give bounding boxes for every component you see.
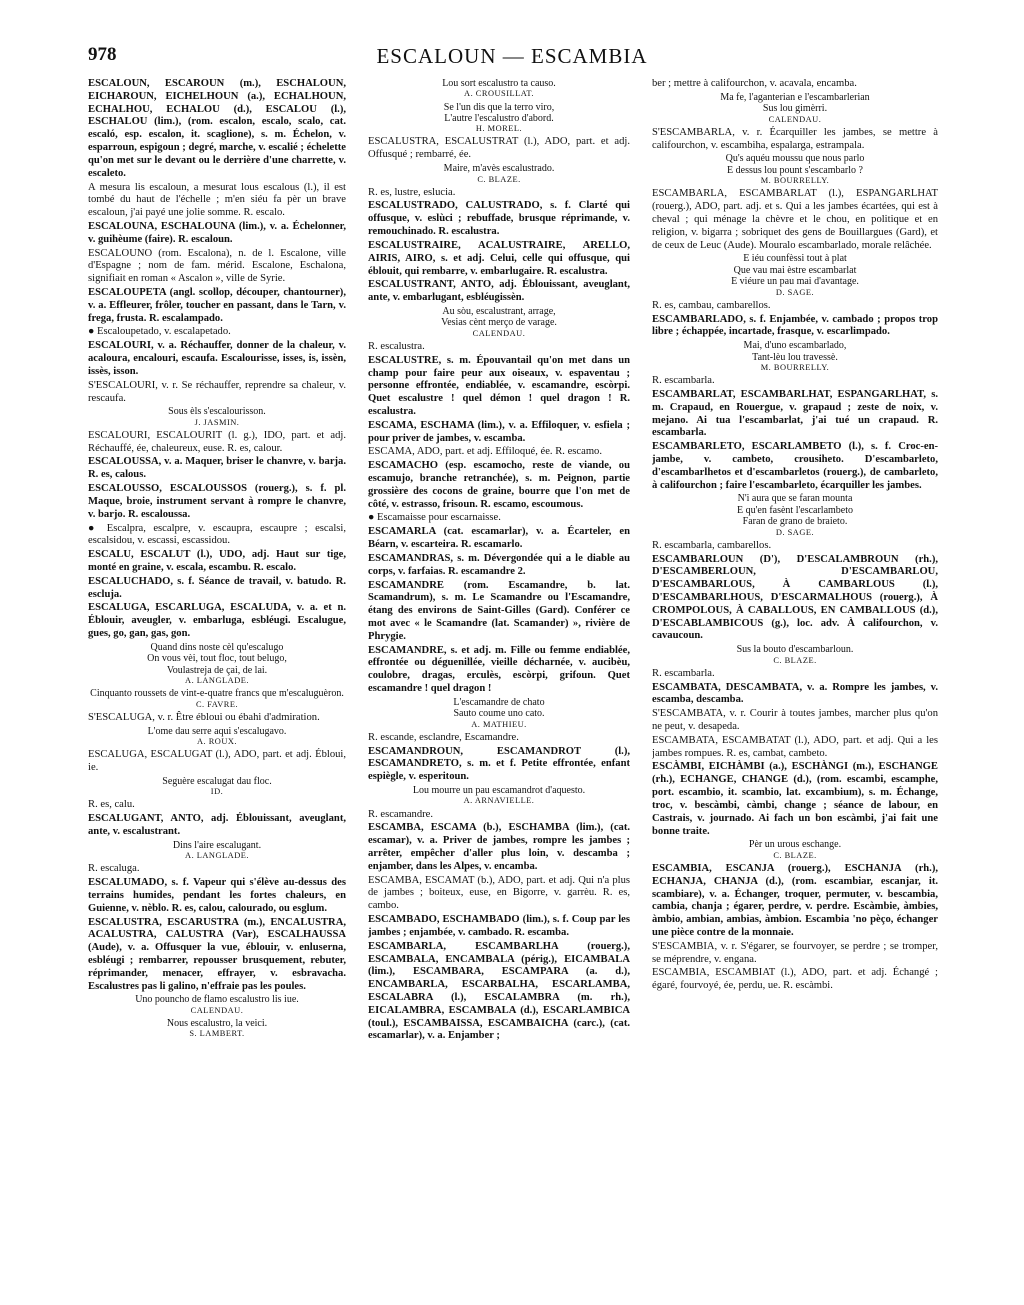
entry: ESCÀMBI, EICHÀMBI (a.), ESCHÀNGI (m.), ESCHANGE (rh.), ECHANGE, CHANGE (d.), (rom. escambi, escamphe, port. escambio, it. scambio, lat. excambium), s. m. Échange, troc, v. bescàmbi, càmbi, change ; séance de labour, en Castrais, v. journado. Ai fach un bon escàmbi, j'ai fait une bonne traite. <box>652 761 938 837</box>
paragraph: S'ESCAMBIA, v. r. S'égarer, se fourvoyer, se perdre ; se tromper, se méprendre, v. engana. <box>652 940 938 965</box>
entry: ESCALOUNA, ESCHALOUNA (lim.), v. a. Échelonner, v. guihèume (faire). R. escaloun. <box>88 220 346 245</box>
paragraph: ● Escamaisse pour escarnaisse. <box>368 512 501 524</box>
entry: ESCALU, ESCALUT (l.), UDO, adj. Haut sur tige, monté en graine, v. escala, escambu. R. escalo. <box>88 549 346 573</box>
entry: ESCAMBA, ESCAMA (b.), ESCHAMBA (lim.), (cat. escamar), v. a. Priver de jambes, rompre les jambes ; arrêter, empêcher d'aller plus loin, v. descamba ; enjamber, dans les Alpes, v. encamba. <box>368 822 630 872</box>
entry: ESCAMACHO (esp. escamocho, reste de viande, ou escamujo, branche retranchée), s. m. Peignon, partie grossière des cocons de graine, bourre que l'on met de côté, v. estrasso, frisoun. R. escamo, escoumous. <box>368 460 630 510</box>
attribution: CALENDAU. <box>768 114 822 124</box>
quotation-verse: Sus la bouto d'escambarloun. <box>736 644 854 656</box>
column-2 <box>368 78 630 1285</box>
entry: ESCAMARLA (cat. escamarlar), v. a. Écarteler, en Béarn, v. escarteira. R. escamarlo. <box>368 526 630 551</box>
entry: ESCAMANDRE (rom. Escamandre, b. lat. Scamandrum), s. m. Le Scamandre ou l'Escamandre, étang des environs de Saint-Gilles (Gard). Conférer ce mot avec « le Scamandre (lat. Scamander) », rivière de Phrygie. <box>368 579 630 642</box>
paragraph: R. escambarla, cambarellos. <box>652 539 772 551</box>
paragraph: ● Escaloupetado, v. escalapetado. <box>88 326 231 338</box>
page-number: 978 <box>88 44 117 65</box>
attribution: ID. <box>210 787 224 797</box>
quotation-verse: Pèr un urous eschange. <box>748 839 842 851</box>
entry: ESCALOUN, ESCAROUN (m.), ESCHALOUN, EICHAROUN, EICHELHOUN (a.), ECHALHOUN, ECHALHOU, ECHALOU (d.), ESCALOU (l.), ESCHALOU (lim.), (rom. escalon, escalo, scalo, cat. escaló, esp. escalon, it. scaglione), s. m. Échelon, v. esparroun, espigoun ; degré, marche, v. escalié ; échelette qu'on met sur le devant ou le derrière d'une charrette, v. escaleto. <box>88 78 346 179</box>
entry: ESCALUSTRADO, CALUSTRADO, s. f. Clarté qui offusque, v. eslùci ; rebuffade, brusque réprimande, v. remouchinado. R. escalustra. <box>368 200 630 238</box>
attribution: CALENDAU. <box>472 328 526 338</box>
quotation-verse: Ma fe, l'aganterian e l'escambarlerian <box>720 91 870 103</box>
entry: ESCAMBARLETO, ESCARLAMBETO (l.), s. f. Croc-en-jambe, v. cambeto, crousiheto. D'escambarleto, d'escambarlhetos et d'escambarletos (rouerg.), de cambarleto, à califourchon ; faire l'escambarleto, écarquiller les jambes. <box>652 441 938 491</box>
paragraph: ESCALOUNO (rom. Escalona), n. de l. Escalone, ville d'Espagne ; nom de fam. mérid. Escalone, Eschalona, signifiait en roman « Ascalon », ville de Syrie. <box>88 247 346 285</box>
paragraph: R. escambarla. <box>652 667 715 679</box>
column-3 <box>652 78 938 1285</box>
paragraph: ESCAMBARLA, ESCAMBARLAT (l.), ESPANGARLHAT (rouerg.), ADO, part. adj. et s. Qui a les jambes écartées, qui est à cheval ; qui ménage la chèvre et le chou, en politique et en religion, v. bigarra ; sobriquet des gens de Bouillargues (Gard), et de ceux de Leuc (Aude). Mouralo escambarlado, morale relâchée. <box>652 188 938 251</box>
attribution: A. LANGLADE. <box>185 851 249 861</box>
quotation-verse: Sauto coume uno cato. <box>453 708 545 720</box>
quotation-verse: Qu's aquéu moussu que nous parlo <box>725 153 865 165</box>
paragraph: ● Escalpra, escalpre, v. escaupra, escaupre ; escalsi, escalsidou, v. escassi, escassidou. <box>88 522 346 547</box>
entry: ESCALUSTRAIRE, ACALUSTRAIRE, ARELLO, AIRIS, AIRO, s. et adj. Celui, celle qui offusque, qui éblouit, qui rembarre, v. embarlugaire. R. escalustra. <box>368 239 630 277</box>
page-header <box>88 44 936 74</box>
quotation-verse: N'i aura que se faran mounta <box>737 493 853 505</box>
quotation-verse: Dins l'aire escalugant. <box>172 839 262 851</box>
entry: ESCAMANDRAS, s. m. Dévergondée qui a le diable au corps, v. farfaias. R. escamandre 2. <box>368 552 630 577</box>
paragraph: S'ESCALOURI, v. r. Se réchauffer, reprendre sa chaleur, v. rescaufa. <box>88 379 346 404</box>
paragraph: ESCALUGA, ESCALUGAT (l.), ADO, part. et adj. Ébloui, ie. <box>88 749 346 773</box>
column-1 <box>88 78 346 1285</box>
attribution: C. BLAZE. <box>773 850 817 860</box>
attribution: C. BLAZE. <box>477 174 521 184</box>
quotation-verse: L'autre l'escalustro d'abord. <box>444 112 554 124</box>
entry: ESCALOURI, v. a. Réchauffer, donner de la chaleur, v. acaloura, encalouri, escaufa. Escalourisse, isses, is, issèn, issès, isson. <box>88 340 346 377</box>
paragraph: S'ESCAMBARLA, v. r. Écarquiller les jambes, se mettre à califourchon, v. escambiha, espalarga, estrampala. <box>652 126 938 151</box>
entry: ESCALUSTRE, s. m. Épouvantail qu'on met dans un champ pour faire peur aux oiseaux, v. espaventau ; personne effrontée, endiablée, v. escamandre, escòrpi. Quet escalustre ! quel démon ! quel dragon ! R. escalustra. <box>368 354 630 417</box>
paragraph: A mesura lis escaloun, a mesurat lous escalous (l.), il est tombé du haut de l'échelle ; m'en siéu fa pèr un brave escaloun, j'ai payé une jolie somme. R. escalo. <box>88 181 346 219</box>
paragraph: R. es, cambau, cambarellos. <box>652 299 771 311</box>
paragraph: ber ; mettre à califourchon, v. acavala, encamba. <box>652 78 857 89</box>
quotation-verse: L'ome dau serre aqui s'escalugavo. <box>147 725 287 737</box>
attribution: A. CROUSILLAT. <box>464 89 534 99</box>
quotation-verse: Sus lou gimèrri. <box>762 103 828 115</box>
paragraph: S'ESCAMBATA, v. r. Courir à toutes jambes, marcher plus qu'on ne peut, v. desapeda. <box>652 708 938 733</box>
paragraph: ESCALOURI, ESCALOURIT (l. g.), IDO, part. et adj. Réchauffé, ée, chaleureux, euse. R. es, calour. <box>88 429 346 454</box>
attribution: C. FAVRE. <box>195 699 239 709</box>
quotation-verse: Lou mourre un pau escamandrot d'aquesto. <box>412 785 586 797</box>
entry: ESCAMANDROUN, ESCAMANDROT (l.), ESCAMANDRETO, s. m. et f. Petite effrontée, enfant espiègle, v. esperitoun. <box>368 745 630 783</box>
quotation-verse: Seguère escalugat dau floc. <box>162 775 272 787</box>
attribution: A. MATHIEU. <box>471 719 527 729</box>
quotation-verse: Uno pouncho de flamo escalustro lis iue. <box>135 994 299 1006</box>
entry: ESCALUMADO, s. f. Vapeur qui s'élève au-dessus des terrains humides, pendant les fortes chaleurs, en Guienne, v. nèblo. R. es, calou, calourado, ou esglum. <box>88 877 346 914</box>
attribution: S. LAMBERT. <box>189 1029 245 1039</box>
quotation-verse: Lou sort escalustro ta causo. <box>442 78 556 89</box>
entry: ESCALOUSSO, ESCALOUSSOS (rouerg.), s. f. pl. Maque, broie, instrument servant à rompre le chanvre, v. barjo. R. escaloussa. <box>88 483 346 520</box>
paragraph: R. escamandre. <box>368 808 434 820</box>
entry: ESCAMBARLA, ESCAMBARLHA (rouerg.), ESCAMBALA, ENCAMBALA (périg.), EICAMBALA (lim.), ESCAMBARA, ESCAMPARA (a. d.), ENCAMBARLA, ESCARBALHA, ESCARLAMBA, ESCALABRA (l.), ESCALAMBRA (m. rh.), EICALAMBRA, ESCAMBALA (d.), ESCARLAMBICA (toul.), ESCAMBAISSA, ESCAMBAICHA (carc.), (cat. escamarlar), v. a. Enjamber ; <box>368 940 630 1042</box>
paragraph: ESCAMA, ADO, part. et adj. Effiloqué, ée. R. escamo. <box>368 446 602 458</box>
attribution: J. JASMIN. <box>194 417 240 427</box>
paragraph: ESCALUSTRA, ESCALUSTRAT (l.), ADO, part. et adj. Offusqué ; rembarré, ée. <box>368 136 630 161</box>
quotation-verse: Mai, d'uno escambarlado, <box>743 340 847 352</box>
paragraph: ESCAMBA, ESCAMAT (b.), ADO, part. et adj. Qui n'a plus de jambes ; boiteux, euse, en Bigorre, v. garrèu. R. es, cambo. <box>368 874 630 912</box>
entry: ESCAMBARLOUN (D'), D'ESCALAMBROUN (rh.), D'ESCAMBERLOUN, D'ESCAMBARLOU, D'ESCAMBARLOUS, À CAMBARLOUS (l.), D'ESCAMBARLHOUS, D'ESCARMALHOUS (rouerg.), À CROMPOLOUS, À CABALLOUS, EN CAMBALLOUS (d.), D'ESCABLAMBICOUS (g.), loc. adv. À califourchon, v. cavaucoun. <box>652 553 938 642</box>
quotation-verse: E dessus lou pount s'escambarlo ? <box>727 164 863 176</box>
quotation-verse: Se l'un dis que la terro viro, <box>443 101 555 113</box>
entry: ESCAMANDRE, s. et adj. m. Fille ou femme endiablée, effrontée ou déguenillée, vieille décharnée, v. aucibèu, coulobre, dragas, erculès, escòrpi, grifoun. Quet escamandre ! quel dragon ! <box>368 644 630 695</box>
quotation-verse: Cinquanto roussets de vint-e-quatre francs que m'escaluguèron. <box>90 688 344 700</box>
entry: ESCAMBARLAT, ESCAMBARLHAT, ESPANGARLHAT, s. m. Crapaud, en Rouergue, v. grapaud ; zeste de noix, v. mejano. Ai tua l'escambarlat, j'ai tué un crapaud. R. escambarla. <box>652 388 938 439</box>
quotation-verse: E qu'en fasènt l'escarlambeto <box>736 504 854 516</box>
entry: ESCALOUPETA (angl. scollop, découper, chantourner), v. a. Effleurer, frôler, toucher en passant, dans le Tarn, v. frega, frusta. R. escalampado. <box>88 287 346 324</box>
quotation-verse: L'escamandre de chato <box>453 696 545 708</box>
paragraph: R. escambarla. <box>652 375 715 387</box>
attribution: C. BLAZE. <box>773 655 817 665</box>
attribution: H. MOREL. <box>475 124 523 134</box>
paragraph: R. escaluga. <box>88 863 140 875</box>
quotation-verse: Nous escalustro, la veici. <box>166 1017 268 1029</box>
quotation-verse: Faran de grano de braieto. <box>742 516 848 528</box>
attribution: M. BOURRELLY. <box>760 362 830 372</box>
entry: ESCALUSTRA, ESCARUSTRA (m.), ENCALUSTRA, ACALUSTRA, CALUSTRA (Var), ESCALHAUSSA (Aude), v. a. Offusquer la vue, éblouir, v. enluserna, esbléugi ; rembarrer, repousser brusquement, rebuter, réprimander, menacer, effrayer, v. esbravacha. Escalustres pas li galino, n'effraie pas les poules. <box>88 916 346 992</box>
attribution: D. SAGE. <box>775 287 815 297</box>
attribution: D. SAGE. <box>775 527 815 537</box>
running-title: ESCALOUN — ESCAMBIA <box>376 44 648 68</box>
attribution: CALENDAU. <box>190 1005 244 1015</box>
paragraph: R. es, lustre, eslucia. <box>368 186 456 198</box>
paragraph: S'ESCALUGA, v. r. Être ébloui ou ébahi d'admiration. <box>88 711 320 723</box>
quotation-verse: Sous èls s'escalourisson. <box>168 406 266 418</box>
quotation-verse: Au sòu, escalustrant, arrage, <box>442 305 556 317</box>
entry: ESCAMBIA, ESCANJA (rouerg.), ESCHANJA (rh.), ECHANJA, CHANJA (d.), (rom. escambiar, escanjar, it. scambiare), v. a. Échanger, troquer, permuter, v. bescambia, cambia, chanja ; égarer, perdre, v. perdre. Escàmbie, àmbies, àmbio, ambian, ambias, àmbion. Escambia 'no pèço, échanger une pièce contre de la monnaie. <box>652 862 938 938</box>
attribution: A. ARNAVIELLE. <box>463 796 535 806</box>
quotation-verse: Maire, m'avès escalustrado. <box>443 163 555 175</box>
entry: ESCAMBATA, DESCAMBATA, v. a. Rompre les jambes, v. escamba, descamba. <box>652 681 938 706</box>
entry: ESCALUCHADO, s. f. Séance de travail, v. batudo. R. escluja. <box>88 575 346 600</box>
quotation-verse: Vesias cènt merço de varage. <box>441 317 557 329</box>
entry: ESCALUGANT, ANTO, adj. Éblouissant, aveuglant, ante, v. escalustrant. <box>88 813 346 837</box>
attribution: M. BOURRELLY. <box>760 176 830 186</box>
paragraph: ESCAMBIA, ESCAMBIAT (l.), ADO, part. et adj. Échangé ; égaré, fourvoyé, ée, perdu, ue. R. escàmbi. <box>652 967 938 992</box>
entry: ESCAMBARLADO, s. f. Enjambée, v. cambado ; propos trop libre ; échappée, incartade, frasque, v. escarlimpado. <box>652 313 938 338</box>
entry: ESCALUGA, ESCARLUGA, ESCALUDA, v. a. et n. Éblouir, aveugler, v. embarluga, esbléugi. Escalugue, gues, go, gan, gas, gon. <box>88 602 346 640</box>
paragraph: R. es, calu. <box>88 799 135 811</box>
entry: ESCAMA, ESCHAMA (lim.), v. a. Effiloquer, v. esfiela ; pour priver de jambes, v. escamba. <box>368 419 630 444</box>
attribution: A. ROUX. <box>196 736 238 746</box>
paragraph: R. escande, esclandre, Escamandre. <box>368 731 519 743</box>
quotation-verse: E viéure un pau mai d'avantage. <box>731 276 859 288</box>
quotation-verse: Voulastreja de çai, de lai. <box>166 664 268 676</box>
quotation-verse: Que vau mai èstre escambarlat <box>733 264 857 276</box>
quotation-verse: E iéu counfèssi tout à plat <box>743 253 847 265</box>
quotation-verse: Tant-lèu lou travessè. <box>752 351 838 363</box>
entry: ESCAMBADO, ESCHAMBADO (lim.), s. f. Coup par les jambes ; enjambée, v. cambado. R. escamba. <box>368 914 630 938</box>
entry: ESCALUSTRANT, ANTO, adj. Éblouissant, aveuglant, ante, v. embarlugant, esbléugissèn. <box>368 279 630 304</box>
paragraph: R. escalustra. <box>368 340 425 352</box>
quotation-verse: On vous vèi, tout floc, tout belugo, <box>147 653 287 665</box>
entry: ESCALOUSSA, v. a. Maquer, briser le chanvre, v. barja. R. es, calous. <box>88 456 346 481</box>
attribution: A. LANGLADE. <box>185 676 249 686</box>
paragraph: ESCAMBATA, ESCAMBATAT (l.), ADO, part. et adj. Qui a les jambes rompues. R. es, cambat, cambeto. <box>652 734 938 759</box>
quotation-verse: Quand dins noste cèl qu'escalugo <box>150 641 284 653</box>
